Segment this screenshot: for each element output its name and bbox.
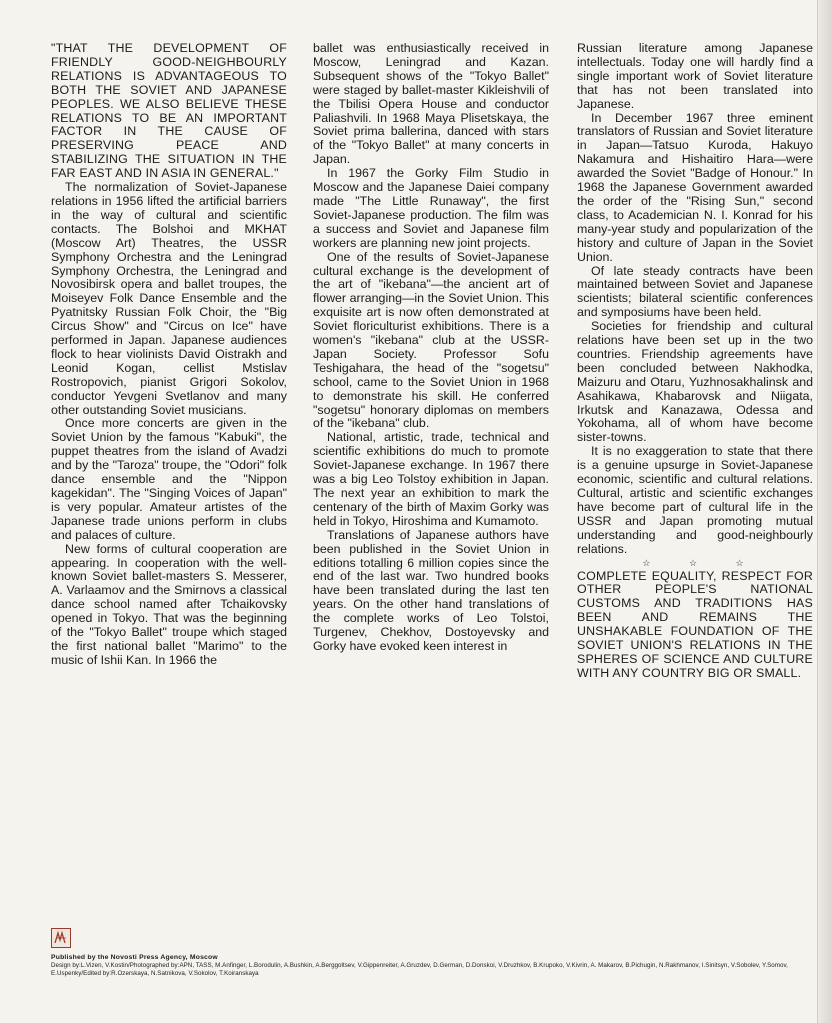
- column-2: [313, 42, 549, 654]
- intro-quote: "THAT THE DEVELOPMENT OF FRIENDLY GOOD-NEIGHBOURLY RELATIONS IS ADVANTAGEOUS TO BOTH THE SOVIET AND JAPANESE PEOPLES. WE ALSO BELIEVE THESE RELATIONS TO BE AN IMPORTANT FACTOR IN THE CAUSE OF PRESERVING PEACE AND STABILIZING THE SITUATION IN THE FAR EAST AND IN ASIA IN GENERAL.": [51, 41, 287, 181]
- paragraph: Once more concerts are given in the Soviet Union by the famous "Kabuki", the puppet theatres from the island of Avadzi and by the "Taroza" troupe, the "Odori" folk dance ensemble and the "Nippon kagekidan". The "Singing Voices of Japan" is very popular. Amateur artistes of the Japanese trade unions perform in clubs and palaces of culture.: [51, 416, 287, 542]
- column-3: [577, 42, 813, 681]
- paragraph: Societies for friendship and cultural relations have been set up in the two countries. Friendship agreements have been concluded between Nakhodka, Maizuru and Otaru, Yuzhnosakhalinsk and Asahikawa, Khabarovsk and Niigata, Irkutsk and Kanazawa, Odessa and Yokohama, all of whom have become sister-towns.: [577, 319, 813, 445]
- page-edge: [817, 0, 832, 1023]
- footer: [51, 928, 791, 978]
- closing-statement: COMPLETE EQUALITY, RESPECT FOR OTHER PEOPLE'S NATIONAL CUSTOMS AND TRADITIONS HAS BEEN AND REMAINS THE UNSHAKABLE FOUNDATION OF THE SOVIET UNION'S RELATIONS IN THE SPHERES OF SCIENCE AND CULTURE WITH ANY COUNTRY BIG OR SMALL.: [577, 568, 813, 680]
- star-separator: ☆ ☆ ☆: [642, 557, 762, 568]
- paragraph: Russian literature among Japanese intellectuals. Today one will hardly find a single important work of Soviet literature that has not been translated into Japanese.: [577, 41, 813, 111]
- paragraph: One of the results of Soviet-Japanese cultural exchange is the development of the art of "ikebana"—the ancient art of flower arranging—in the Soviet Union. This exquisite art is now often demonstrated at Soviet floriculturist exhibitions. There is a women's "ikebana" club at the USSR-Japan Society. Professor Sofu Teshigahara, the head of the "sogetsu" school, came to the Soviet Union in 1968 to demonstrate his skill. He conferred "sogetsu" honorary diplomas on members of the "ikebana" club.: [313, 249, 549, 431]
- paragraph: Of late steady contracts have been maintained between Soviet and Japanese scientists; bilateral scientific conferences and symposiums have been held.: [577, 263, 813, 320]
- paragraph: National, artistic, trade, technical and scientific exhibitions do much to promote Soviet-Japanese exchange. In 1967 there was a big Leo Tolstoy exhibition in Japan. The next year an exhibition to mark the centenary of the birth of Maxim Gorky was held in Tokyo, Hiroshima and Kumamoto.: [313, 430, 549, 528]
- paragraph: Translations of Japanese authors have been published in the Soviet Union in editions totalling 6 million copies since the end of the last war. Two hundred books have been translated during the last ten years. On the other hand translations of the complete works of Leo Tolstoi, Turgenev, Chekhov, Dostoyevsky and Gorky have evoked keen interest in: [313, 527, 549, 653]
- paragraph: ballet was enthusiastically received in Moscow, Leningrad and Kazan. Subsequent shows of the "Tokyo Ballet" were staged by ballet-master Kikleishvili of the Tbilisi Opera House and conductor Paliashvili. In 1968 Maya Plisetskaya, the Soviet prima ballerina, danced with stars of the "Tokyo Ballet" at many concerts in Japan.: [313, 41, 549, 167]
- credits-line: Design by:L.Vizen, V.Kostin/Photographed by:APN, TASS, M.Anfinger, L.Borodulin, A.Bushkin, A.Berggoltsev, V.Gippenreiter, A.Gruzdev, D.German, D.Donskoi, V.Druzhkov, B.Krupoko, V.Kivrin, A. Makarov, B.Pichugin, N.Rakhmanov, I.Sinitsyn, V.Sobolev, Y.Somov, E.Uspenky/Edited by:R.Ozerskaya, N.Satnikova, V.Sokolov, T.Koiranskaya: [51, 962, 788, 977]
- publisher-line: Published by the Novosti Press Agency, Moscow: [51, 954, 218, 961]
- column-1: [51, 42, 287, 668]
- novosti-logo-icon: [51, 928, 71, 948]
- paragraph: It is no exaggeration to state that there is a genuine upsurge in Soviet-Japanese economic, scientific and cultural relations. Cultural, artistic and scientific exchanges have become part of cultural life in the USSR and Japan promoting mutual understanding and good-neighbourly relations.: [577, 444, 813, 556]
- paragraph: The normalization of Soviet-Japanese relations in 1956 lifted the artificial barriers in the way of cultural and scientific contacts. The Bolshoi and MKHAT (Moscow Art) Theatres, the USSR Symphony Orchestra and the Leningrad Symphony Orchestra, the Leningrad and Novosibirsk opera and ballet troupes, the Moiseyev Folk Dance Ensemble and the Pyatnitsky Russian Folk Choir, the "Big Circus Show" and "Circus on Ice" have performed in Japan. Japanese audiences flock to hear violinists David Oistrakh and Leonid Kogan, cellist Mstislav Rostropovich, pianist Grigori Sokolov, conductor Yevgeni Svetlanov and many other outstanding Soviet musicians.: [51, 180, 287, 417]
- paragraph: New forms of cultural cooperation are appearing. In cooperation with the well-known Soviet ballet-masters S. Messerer, A. Varlaamov and the Smirnovs a classical dance school named after Tchaikovsky opened in Tokyo. That was the beginning of the "Tokyo Ballet" troupe which staged the first national ballet "Marimo" to the music of Ishii Kan. In 1966 the: [51, 541, 287, 667]
- paragraph: In 1967 the Gorky Film Studio in Moscow and the Japanese Daiei company made "The Little Runaway", the first Soviet-Japanese production. The film was a success and Soviet and Japanese film workers are planning new joint projects.: [313, 166, 549, 250]
- paragraph: In December 1967 three eminent translators of Russian and Soviet literature in Japan—Tatsuo Kuroda, Hakuyo Nakamura and Hishaitiro Hara—were awarded the Soviet "Badge of Honour." In 1968 the Japanese Government awarded the order of the "Rising Sun," second class, to Academician N. I. Konrad for his many-year study and popularization of the history and culture of Japan in the Soviet Union.: [577, 110, 813, 264]
